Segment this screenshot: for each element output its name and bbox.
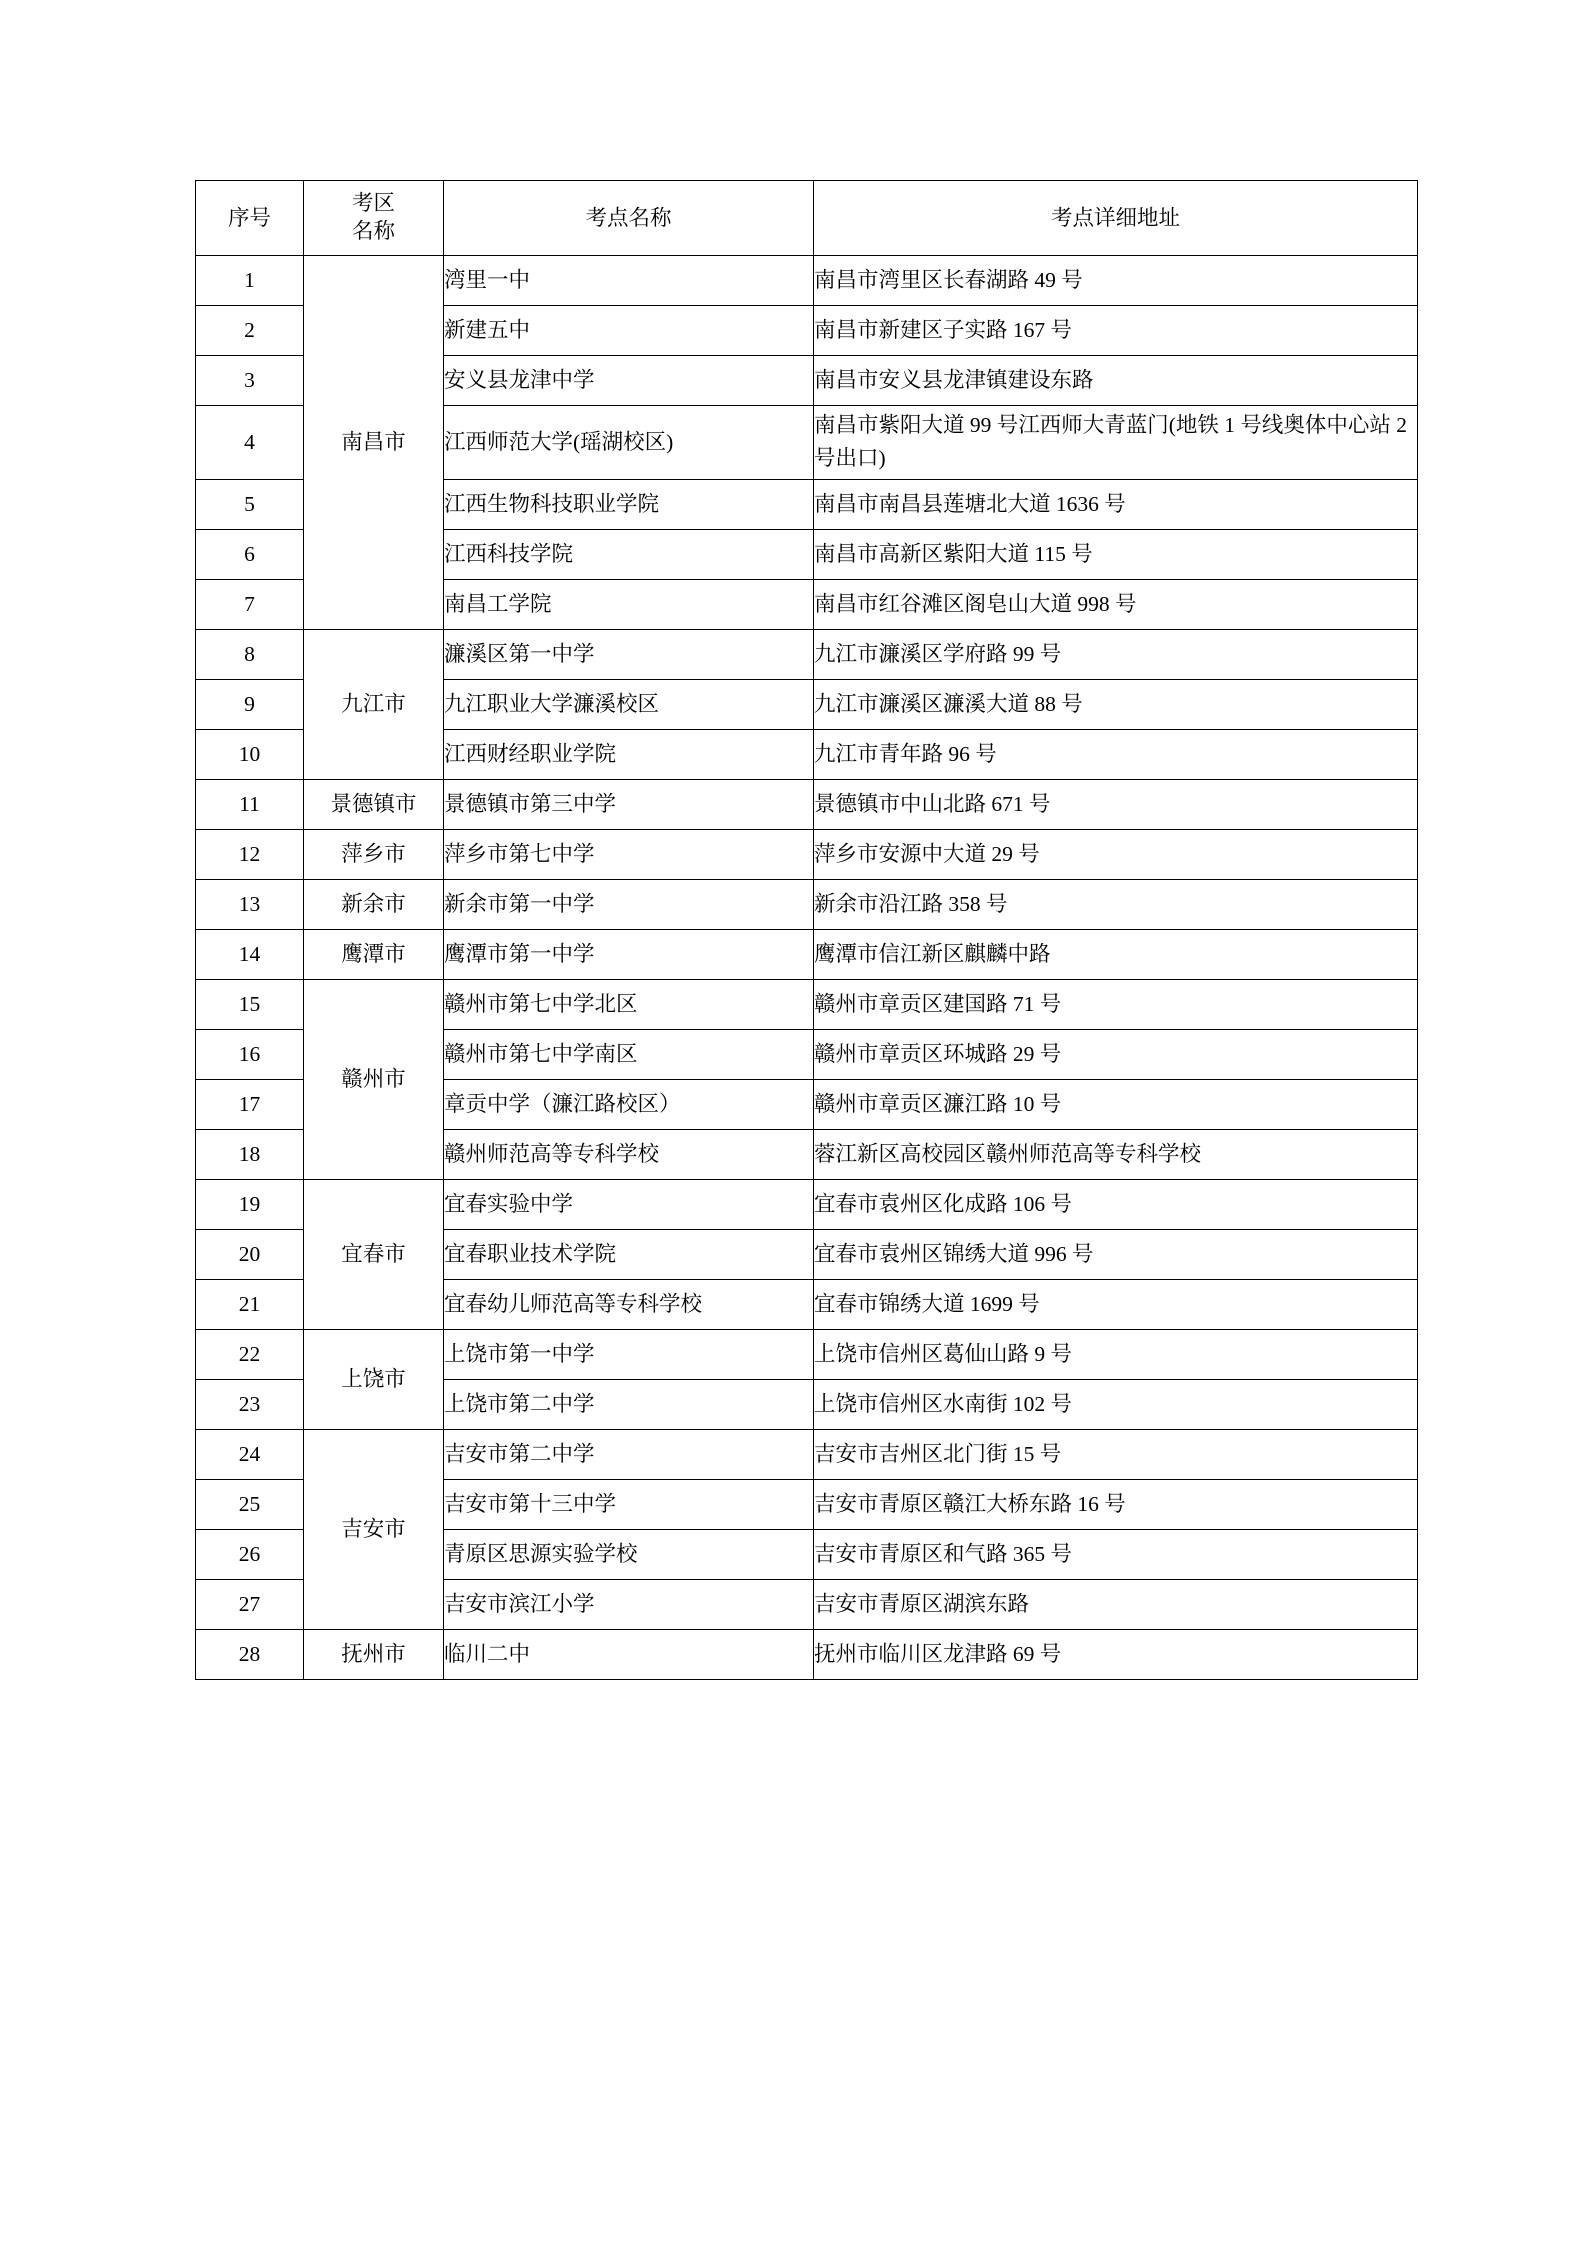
cell-site-name: 新余市第一中学 <box>444 879 814 929</box>
cell-area-name: 萍乡市 <box>304 829 444 879</box>
cell-site-address: 抚州市临川区龙津路 69 号 <box>814 1629 1418 1679</box>
cell-site-address: 景德镇市中山北路 671 号 <box>814 779 1418 829</box>
cell-seq: 25 <box>196 1479 304 1529</box>
cell-site-name: 濂溪区第一中学 <box>444 629 814 679</box>
cell-seq: 19 <box>196 1179 304 1229</box>
column-header-seq: 序号 <box>196 181 304 256</box>
table-row <box>196 829 1418 879</box>
cell-area-name: 吉安市 <box>304 1429 444 1629</box>
cell-site-name: 临川二中 <box>444 1629 814 1679</box>
cell-area-name: 新余市 <box>304 879 444 929</box>
cell-site-name: 景德镇市第三中学 <box>444 779 814 829</box>
cell-site-name: 江西科技学院 <box>444 529 814 579</box>
cell-seq: 17 <box>196 1079 304 1129</box>
cell-seq: 28 <box>196 1629 304 1679</box>
cell-seq: 11 <box>196 779 304 829</box>
column-header-site-name: 考点名称 <box>444 181 814 256</box>
cell-seq: 21 <box>196 1279 304 1329</box>
cell-site-address: 吉安市青原区赣江大桥东路 16 号 <box>814 1479 1418 1529</box>
cell-site-name: 青原区思源实验学校 <box>444 1529 814 1579</box>
table-header <box>196 181 1418 256</box>
cell-site-address: 南昌市湾里区长春湖路 49 号 <box>814 256 1418 306</box>
cell-site-name: 上饶市第二中学 <box>444 1379 814 1429</box>
cell-site-address: 南昌市高新区紫阳大道 115 号 <box>814 529 1418 579</box>
cell-seq: 10 <box>196 729 304 779</box>
cell-site-address: 九江市濂溪区濂溪大道 88 号 <box>814 679 1418 729</box>
cell-site-name: 鹰潭市第一中学 <box>444 929 814 979</box>
cell-site-name: 吉安市第二中学 <box>444 1429 814 1479</box>
table-row <box>196 629 1418 679</box>
cell-seq: 1 <box>196 256 304 306</box>
cell-seq: 22 <box>196 1329 304 1379</box>
cell-site-name: 吉安市滨江小学 <box>444 1579 814 1629</box>
cell-site-name: 宜春职业技术学院 <box>444 1229 814 1279</box>
table-row <box>196 1179 1418 1229</box>
exam-sites-table <box>195 180 1418 1680</box>
cell-area-name: 上饶市 <box>304 1329 444 1429</box>
cell-seq: 14 <box>196 929 304 979</box>
column-header-site-address: 考点详细地址 <box>814 181 1418 256</box>
cell-area-name: 宜春市 <box>304 1179 444 1329</box>
cell-site-address: 吉安市青原区湖滨东路 <box>814 1579 1418 1629</box>
cell-area-name: 九江市 <box>304 629 444 779</box>
cell-seq: 9 <box>196 679 304 729</box>
cell-seq: 23 <box>196 1379 304 1429</box>
column-header-area-line1: 考区 <box>351 191 395 216</box>
cell-seq: 24 <box>196 1429 304 1479</box>
cell-site-address: 赣州市章贡区环城路 29 号 <box>814 1029 1418 1079</box>
cell-seq: 4 <box>196 406 304 480</box>
cell-seq: 20 <box>196 1229 304 1279</box>
cell-seq: 2 <box>196 306 304 356</box>
table-row <box>196 1629 1418 1679</box>
cell-site-address: 蓉江新区高校园区赣州师范高等专科学校 <box>814 1129 1418 1179</box>
cell-site-name: 上饶市第一中学 <box>444 1329 814 1379</box>
cell-site-name: 赣州市第七中学北区 <box>444 979 814 1029</box>
cell-site-name: 赣州师范高等专科学校 <box>444 1129 814 1179</box>
cell-site-address: 新余市沿江路 358 号 <box>814 879 1418 929</box>
cell-site-address: 鹰潭市信江新区麒麟中路 <box>814 929 1418 979</box>
cell-site-address: 上饶市信州区水南街 102 号 <box>814 1379 1418 1429</box>
cell-seq: 12 <box>196 829 304 879</box>
cell-site-address: 宜春市袁州区锦绣大道 996 号 <box>814 1229 1418 1279</box>
cell-seq: 16 <box>196 1029 304 1079</box>
cell-site-address: 九江市青年路 96 号 <box>814 729 1418 779</box>
cell-site-address: 萍乡市安源中大道 29 号 <box>814 829 1418 879</box>
cell-site-name: 九江职业大学濂溪校区 <box>444 679 814 729</box>
table-header-row <box>196 181 1418 256</box>
cell-site-name: 江西财经职业学院 <box>444 729 814 779</box>
cell-area-name: 抚州市 <box>304 1629 444 1679</box>
table-row <box>196 979 1418 1029</box>
cell-seq: 18 <box>196 1129 304 1179</box>
cell-site-name: 章贡中学（濂江路校区） <box>444 1079 814 1129</box>
cell-site-address: 南昌市紫阳大道 99 号江西师大青蓝门(地铁 1 号线奥体中心站 2 号出口) <box>814 406 1418 480</box>
cell-site-address: 南昌市红谷滩区阁皂山大道 998 号 <box>814 579 1418 629</box>
cell-site-name: 宜春实验中学 <box>444 1179 814 1229</box>
cell-area-name: 鹰潭市 <box>304 929 444 979</box>
cell-site-name: 安义县龙津中学 <box>444 356 814 406</box>
cell-seq: 8 <box>196 629 304 679</box>
cell-site-address: 九江市濂溪区学府路 99 号 <box>814 629 1418 679</box>
cell-site-name: 萍乡市第七中学 <box>444 829 814 879</box>
cell-seq: 7 <box>196 579 304 629</box>
cell-site-address: 宜春市袁州区化成路 106 号 <box>814 1179 1418 1229</box>
cell-site-address: 吉安市青原区和气路 365 号 <box>814 1529 1418 1579</box>
cell-area-name: 南昌市 <box>304 256 444 630</box>
table-row <box>196 879 1418 929</box>
cell-site-address: 南昌市新建区子实路 167 号 <box>814 306 1418 356</box>
table-row <box>196 1429 1418 1479</box>
cell-site-address: 上饶市信州区葛仙山路 9 号 <box>814 1329 1418 1379</box>
cell-seq: 6 <box>196 529 304 579</box>
cell-site-name: 宜春幼儿师范高等专科学校 <box>444 1279 814 1329</box>
cell-site-name: 赣州市第七中学南区 <box>444 1029 814 1079</box>
cell-site-name: 南昌工学院 <box>444 579 814 629</box>
table-row <box>196 256 1418 306</box>
cell-site-address: 宜春市锦绣大道 1699 号 <box>814 1279 1418 1329</box>
cell-site-name: 江西生物科技职业学院 <box>444 479 814 529</box>
cell-site-name: 新建五中 <box>444 306 814 356</box>
cell-site-address: 赣州市章贡区濂江路 10 号 <box>814 1079 1418 1129</box>
cell-site-address: 南昌市南昌县莲塘北大道 1636 号 <box>814 479 1418 529</box>
cell-seq: 13 <box>196 879 304 929</box>
cell-site-address: 赣州市章贡区建国路 71 号 <box>814 979 1418 1029</box>
cell-seq: 5 <box>196 479 304 529</box>
cell-seq: 3 <box>196 356 304 406</box>
cell-site-address: 吉安市吉州区北门街 15 号 <box>814 1429 1418 1479</box>
cell-seq: 26 <box>196 1529 304 1579</box>
cell-area-name: 景德镇市 <box>304 779 444 829</box>
cell-site-name: 江西师范大学(瑶湖校区) <box>444 406 814 480</box>
cell-site-address: 南昌市安义县龙津镇建设东路 <box>814 356 1418 406</box>
cell-site-name: 吉安市第十三中学 <box>444 1479 814 1529</box>
table-body <box>196 256 1418 1680</box>
cell-area-name: 赣州市 <box>304 979 444 1179</box>
cell-site-name: 湾里一中 <box>444 256 814 306</box>
cell-seq: 27 <box>196 1579 304 1629</box>
table-row <box>196 929 1418 979</box>
cell-seq: 15 <box>196 979 304 1029</box>
table-row <box>196 1329 1418 1379</box>
table-row <box>196 779 1418 829</box>
column-header-area <box>304 181 444 256</box>
column-header-area-line2: 名称 <box>351 219 395 243</box>
